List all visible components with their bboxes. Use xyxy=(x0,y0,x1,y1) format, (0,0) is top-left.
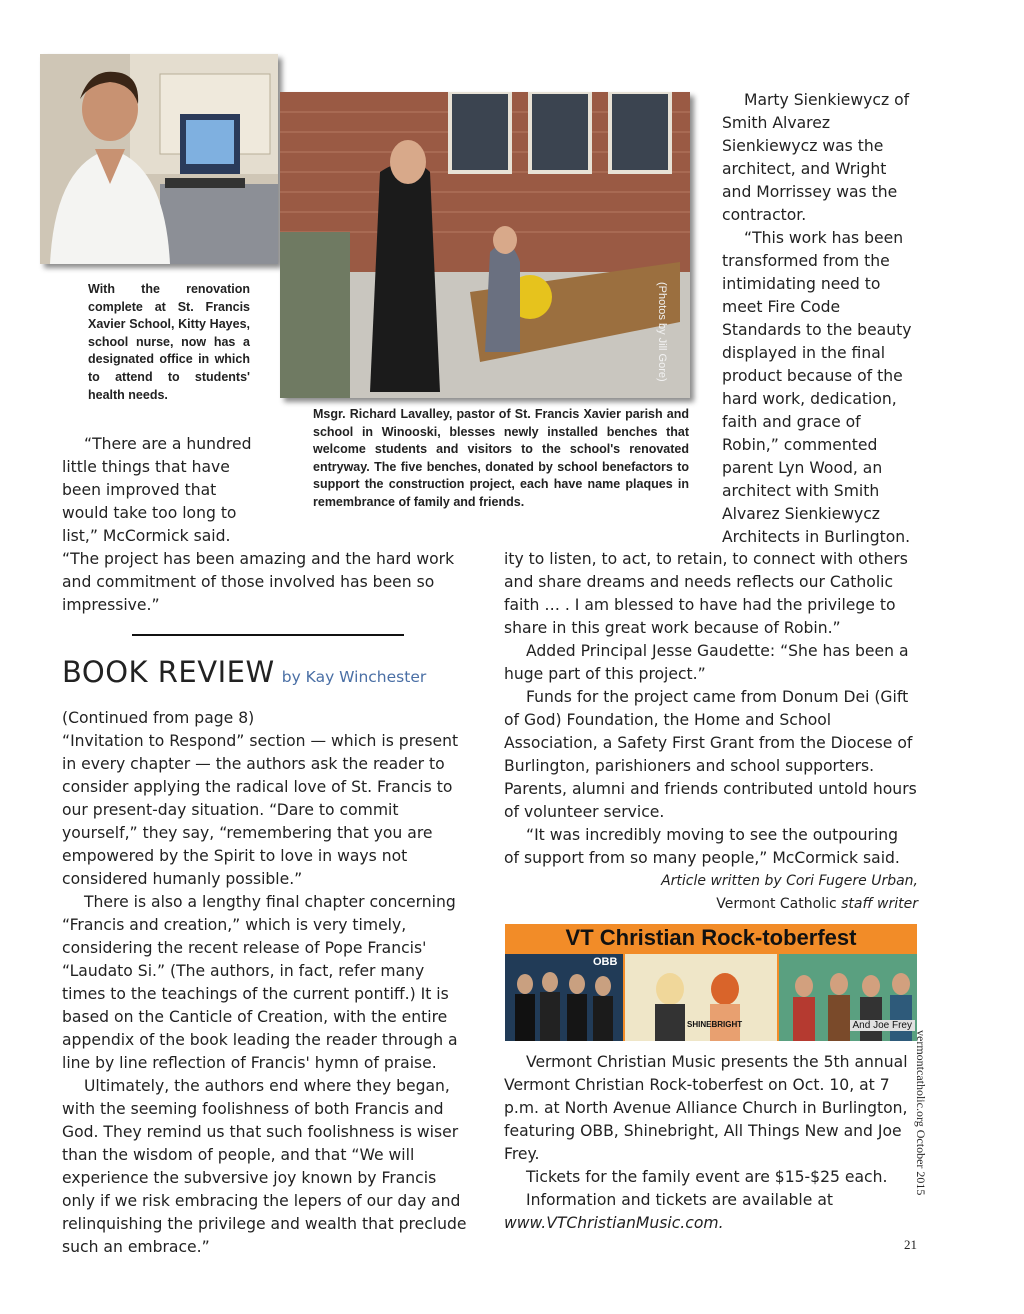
ad-band-joefrey-panel xyxy=(779,954,917,1041)
nurse-photo xyxy=(40,54,278,264)
book-review-heading xyxy=(62,655,426,689)
continued-note: (Continued from page 8) xyxy=(62,709,255,727)
ad-band-shinebright-panel xyxy=(625,954,777,1041)
right-paragraph-2-start: “This work has been transformed from the intimidating need to meet Fire Code Standards to the beauty displayed in the final product because of the hard work, dedication, faith and grace of Robin,” commented parent Lyn Wood, an architect with Smith Alvarez Sienkiewycz Architects in Burlington. xyxy=(722,229,912,546)
left-top-text-2 xyxy=(62,548,462,617)
right-paragraph-5: “It was incredibly moving to see the outpouring of support from so many people,” McCormick said. xyxy=(504,826,900,867)
review-paragraph-1: “Invitation to Respond” section — which is present in every chapter — the authors ask the reader to consider applying the radical love of St. Francis to our present-day situation. “Dare to commit yourself,” they say, “remembering that you are empowered by the Spirit to love in ways not considered humanly possible.” xyxy=(62,732,459,888)
right-paragraph-4: Funds for the project came from Donum Dei (Gift of God) Foundation, the Home and School Association, a Safety First Grant from the Diocese of Burlington, parishioners and school supporters. Parents, alumni and friends contributed untold hours of volunteer service. xyxy=(504,688,917,821)
ad-band-shinebright: SHINEBRIGHT xyxy=(687,1020,743,1029)
right-paragraph-1: Marty Sienkiewycz of Smith Alvarez Sienkiewycz was the architect, and Wright and Morrissey was the contractor. xyxy=(722,91,910,224)
rock-paragraph-2: Tickets for the family event are $15-$25 each. xyxy=(526,1168,888,1186)
rocktoberfest-ad[interactable] xyxy=(505,924,917,1041)
rock-paragraph-3: Information and tickets are available at xyxy=(526,1191,833,1209)
bench-photo-art xyxy=(280,92,690,398)
article-credit-2a: Vermont Catholic xyxy=(716,896,842,912)
nurse-photo-caption: With the renovation complete at St. Francis Xavier School, Kitty Hayes, school nurse, now has a designated office in which to attend to students' health needs. xyxy=(88,282,250,402)
bench-photo-caption: Msgr. Richard Lavalley, pastor of St. Francis Xavier parish and school in Winooski, blesses newly installed benches that welcome students and visitors to the school's renovated entryway. The five benches, donated by school benefactors to support the construction project, each have name plaques in remembrance of family and friends. xyxy=(313,407,689,509)
book-review-title: BOOK REVIEW xyxy=(62,655,275,689)
ad-band-joefrey: And Joe Frey xyxy=(850,1020,915,1031)
review-paragraph-2: There is also a lengthy final chapter concerning “Francis and creation,” which is very timely, considering the recent release of Pope Francis' “Laudato Si.” (The authors, in fact, refer many times to the teachings of the current pontiff.) It is based on the Canticle of Creation, with the entire appendix of the book leading the reader through a line by line reflection of Francis' hymn of praise. xyxy=(62,893,458,1072)
rocktoberfest-article xyxy=(504,1051,918,1235)
right-paragraph-2-end: ity to listen, to act, to retain, to connect with others and share dreams and needs reflects our Catholic faith … . I am blessed to have had the privilege to share in this great work because of Robin.” xyxy=(504,550,908,637)
nurse-photo-art xyxy=(40,54,278,264)
rock-url-link[interactable]: www.VTChristianMusic.com. xyxy=(504,1214,724,1232)
ad-title: VT Christian Rock-toberfest xyxy=(565,925,857,950)
side-footer: vermontcatholic.org October 2015 xyxy=(914,1030,928,1196)
section-divider xyxy=(132,634,404,636)
article-credit-1: Article written by Cori Fugere Urban, xyxy=(661,873,918,889)
rock-paragraph-1: Vermont Christian Music presents the 5th annual Vermont Christian Rock-toberfest on Oct. 10, at 7 p.m. at North Avenue Alliance Church in Burlington, featuring OBB, Shinebright, All Things New and Joe Frey. xyxy=(504,1053,908,1163)
right-narrow-column-2 xyxy=(722,227,918,549)
right-wide-column xyxy=(504,548,918,916)
right-narrow-column xyxy=(722,89,918,227)
review-paragraph-3: Ultimately, the authors end where they began, with the seeming foolishness of both Francis and God. They remind us that such foolishness is wiser than the wisdom of people, and that “We will experience the subversive joy known by Francis only if we risk embracing the lepers of our day and relinquishing the privilege and wealth that preclude such an embrace.” xyxy=(62,1077,467,1256)
quote-paragraph-2: “The project has been amazing and the hard work and commitment of those involved has been so impressive.” xyxy=(62,550,455,614)
book-review-body xyxy=(62,707,472,1259)
right-paragraph-3: Added Principal Jesse Gaudette: “She has been a huge part of this project.” xyxy=(504,642,909,683)
article-credit-2 xyxy=(504,893,918,916)
article-credit-2b: staff writer xyxy=(841,896,918,912)
page-number: 21 xyxy=(904,1237,917,1252)
left-top-text xyxy=(62,433,252,548)
ad-band-obb-panel xyxy=(505,954,623,1041)
bench-blessing-photo xyxy=(280,92,690,398)
photo-credit: (Photos by Jill Gore) xyxy=(656,282,668,382)
quote-paragraph: “There are a hundred little things that have been improved that would take too long to list,” McCormick said. xyxy=(62,435,252,545)
book-review-byline: by Kay Winchester xyxy=(281,668,427,686)
ad-band-obb: OBB xyxy=(593,956,618,968)
